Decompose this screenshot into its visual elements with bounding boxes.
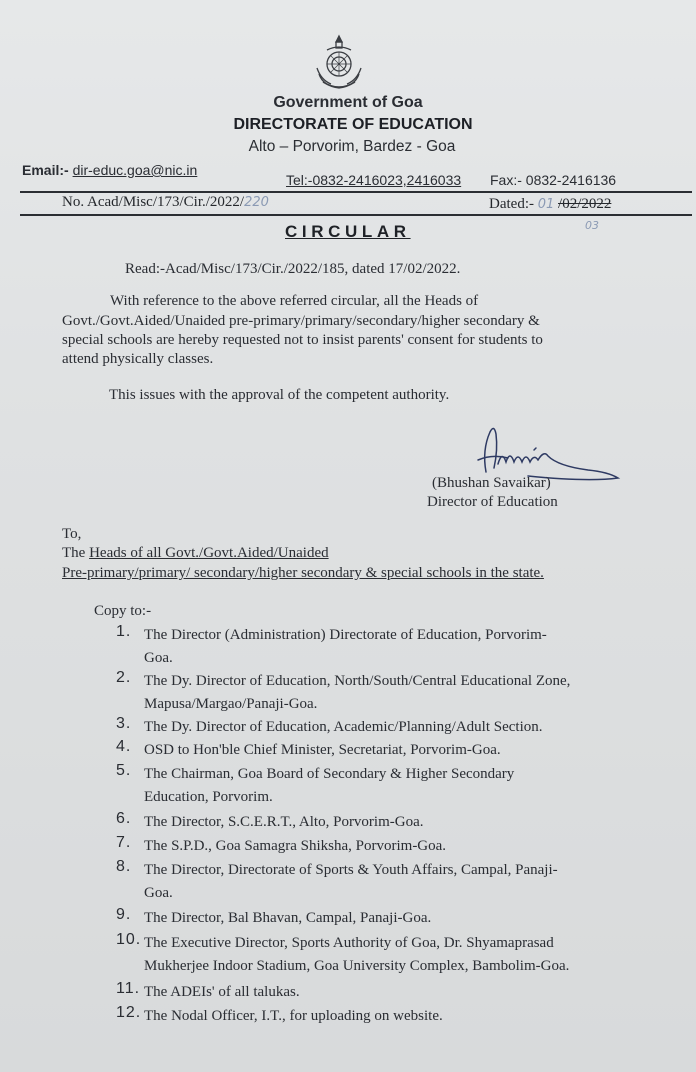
- fax-line: Fax:- 0832-2416136: [490, 172, 617, 188]
- email-line: [22, 162, 197, 178]
- dated-date-printed: /02/2022: [558, 196, 612, 212]
- copy-to-item-line: The Dy. Director of Education, Academic/Planning/Adult Section.: [144, 719, 543, 735]
- copy-to-item-number: 10.: [116, 931, 142, 948]
- addressee-line-2: Pre-primary/primary/ secondary/higher secondary & special schools in the state.: [62, 565, 544, 581]
- addressee-to: To,: [62, 526, 82, 542]
- header-rule-bottom: [20, 214, 692, 216]
- reference-number-handwritten: 220: [244, 195, 269, 210]
- copy-to-item-line: OSD to Hon'ble Chief Minister, Secretariat, Porvorim-Goa.: [144, 742, 501, 758]
- copy-to-item-line: Goa.: [144, 650, 173, 666]
- copy-to-item-number: 11.: [116, 980, 141, 997]
- signatory-designation: Director of Education: [427, 494, 558, 510]
- copy-to-item-number: 1.: [116, 623, 132, 640]
- copy-to-item-line: The Director, S.C.E.R.T., Alto, Porvorim-Goa.: [144, 814, 424, 830]
- copy-to-item-number: 2.: [116, 669, 132, 686]
- goa-emblem-icon: [311, 34, 367, 94]
- directorate-address: Alto – Porvorim, Bardez - Goa: [248, 138, 456, 155]
- body-line-2: Govt./Govt.Aided/Unaided pre-primary/primary/secondary/higher secondary &: [62, 313, 540, 329]
- copy-to-item-line: The ADEIs' of all talukas.: [144, 984, 300, 1000]
- copy-to-item-number: 6.: [116, 810, 132, 827]
- copy-to-item-line: Education, Porvorim.: [144, 789, 273, 805]
- reference-number: [62, 194, 269, 211]
- body-line-4: attend physically classes.: [62, 351, 214, 367]
- header-rule-top: [20, 191, 692, 193]
- copy-to-item-line: The S.P.D., Goa Samagra Shiksha, Porvorim-Goa.: [144, 838, 447, 854]
- copy-to-item-number: 4.: [116, 738, 132, 755]
- circular-title: CIRCULAR: [285, 222, 411, 241]
- dated-day-handwritten: 01: [537, 197, 555, 212]
- copy-to-item-number: 12.: [116, 1004, 142, 1021]
- copy-to-item-line: The Nodal Officer, I.T., for uploading on website.: [144, 1008, 443, 1024]
- read-reference: Read:-Acad/Misc/173/Cir./2022/185, dated 17/02/2022.: [125, 261, 461, 277]
- email-address[interactable]: dir-educ.goa@nic.in: [72, 162, 198, 178]
- copy-to-item-number: 7.: [116, 834, 132, 851]
- email-label: Email:-: [22, 162, 69, 178]
- copy-to-item-line: Mukherjee Indoor Stadium, Goa University Complex, Bambolim-Goa.: [144, 958, 570, 974]
- addressee-line-1-text: Heads of all Govt./Govt.Aided/Unaided: [89, 545, 329, 561]
- body-line-1: With reference to the above referred circular, all the Heads of: [110, 293, 479, 309]
- copy-to-item-line: The Dy. Director of Education, North/South/Central Educational Zone,: [144, 673, 571, 689]
- copy-to-item-line: Mapusa/Margao/Panaji-Goa.: [144, 696, 318, 712]
- approval-statement: This issues with the approval of the competent authority.: [109, 387, 450, 403]
- dated-line: [489, 196, 611, 213]
- copy-to-item-line: Goa.: [144, 885, 173, 901]
- telephone-numbers: 0832-2416023,2416033: [312, 172, 462, 188]
- copy-to-item-number: 3.: [116, 715, 132, 732]
- reference-number-printed: No. Acad/Misc/173/Cir./2022/: [62, 194, 245, 210]
- copy-to-item-line: The Chairman, Goa Board of Secondary & Higher Secondary: [144, 766, 515, 782]
- telephone-line: [286, 172, 461, 188]
- dated-label: Dated:-: [489, 196, 534, 212]
- body-line-3: special schools are hereby requested not to insist parents' consent for students to: [62, 332, 543, 348]
- copy-to-item-line: The Director, Bal Bhavan, Campal, Panaji-Goa.: [144, 910, 432, 926]
- telephone-label: Tel:-: [286, 172, 313, 188]
- copy-to-item-number: 9.: [116, 906, 132, 923]
- addressee-line-1: [62, 545, 329, 562]
- copy-to-item-line: The Executive Director, Sports Authority of Goa, Dr. Shyamaprasad: [144, 935, 554, 951]
- directorate-name: DIRECTORATE OF EDUCATION: [233, 116, 473, 133]
- copy-to-item-line: The Director, Directorate of Sports & Youth Affairs, Campal, Panaji-: [144, 862, 558, 878]
- copy-to-item-number: 5.: [116, 762, 132, 779]
- government-name: Government of Goa: [273, 94, 423, 111]
- copy-to-item-line: The Director (Administration) Directorate of Education, Porvorim-: [144, 627, 547, 643]
- signatory-name: (Bhushan Savaikar): [432, 475, 551, 491]
- dated-month-handwritten: 03: [585, 219, 599, 232]
- addressee-line-1-prefix: The: [62, 545, 90, 561]
- copy-to-item-number: 8.: [116, 858, 132, 875]
- copy-to-label: Copy to:-: [94, 603, 152, 619]
